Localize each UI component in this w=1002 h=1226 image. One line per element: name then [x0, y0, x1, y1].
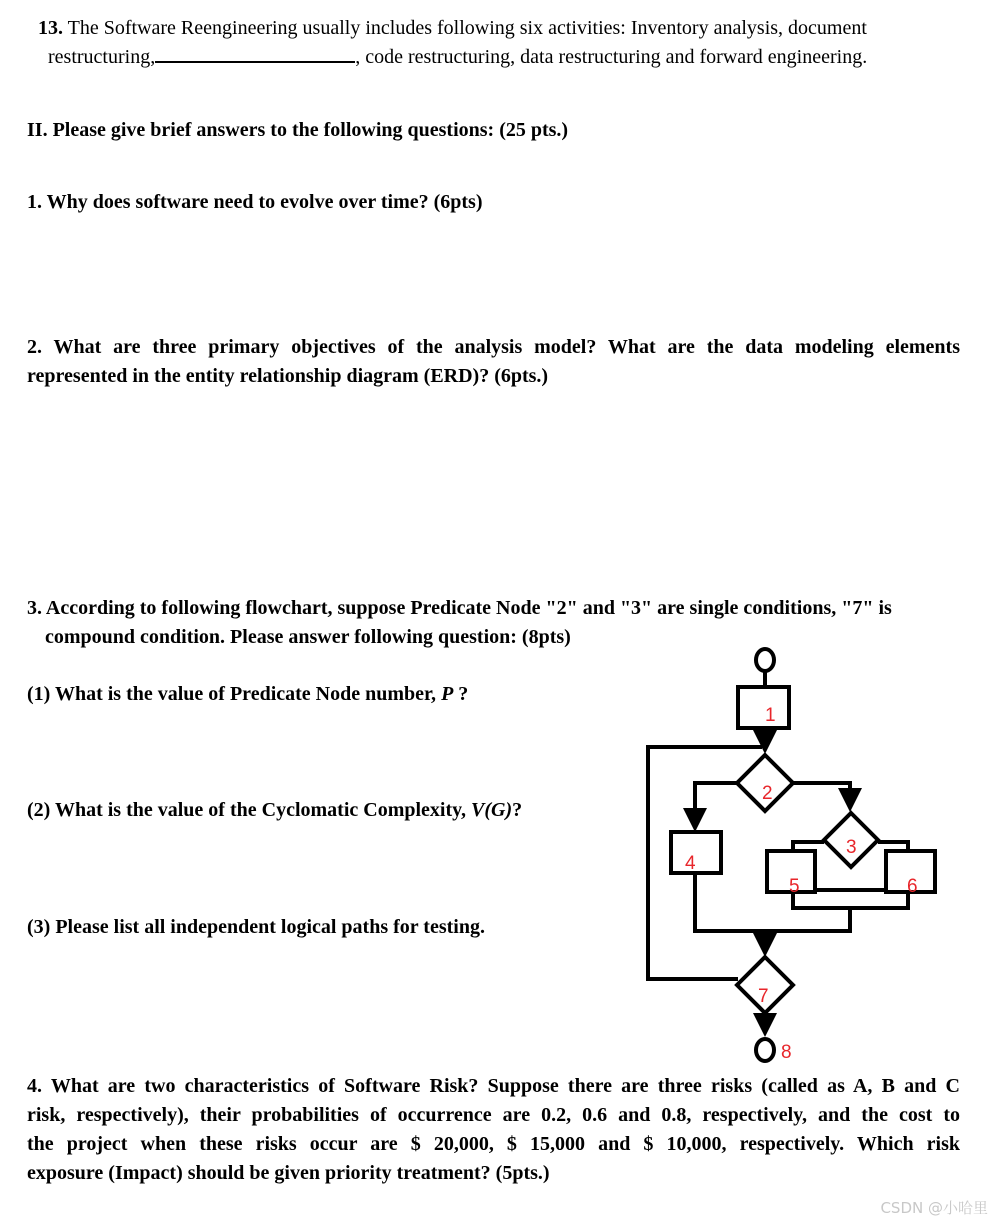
end-node — [756, 1039, 774, 1061]
sub1-var: P — [441, 683, 454, 705]
node-label-2: 2 — [762, 783, 773, 804]
watermark: CSDN @小哈里 — [880, 1199, 988, 1217]
node-label-1: 1 — [765, 705, 776, 726]
sub2-end: ? — [512, 799, 523, 821]
q13-text-a: restructuring, — [48, 46, 156, 68]
question-4-line3: the project when these risks occur are $ 20,000, $ 15,000 and $ 10,000, respectively. Which risk — [27, 1133, 960, 1155]
q13-text-b: , code restructuring, data restructuring and forward engineering. — [355, 46, 868, 68]
question-1: 1. Why does software need to evolve over time? (6pts) — [27, 191, 483, 213]
node-1-box — [738, 687, 789, 728]
node-label-7: 7 — [758, 986, 769, 1007]
start-node — [756, 649, 774, 671]
node-4-box — [671, 832, 721, 873]
node-label-3: 3 — [846, 837, 857, 858]
question-4-line4: exposure (Impact) should be given priority treatment? (5pts.) — [27, 1162, 550, 1184]
node-label-8: 8 — [781, 1042, 792, 1063]
question-2-line2: represented in the entity relationship diagram (ERD)? (6pts.) — [27, 365, 549, 387]
sub2-text: (2) What is the value of the Cyclomatic Complexity, — [27, 799, 472, 821]
sub2-var: V(G) — [471, 799, 513, 821]
node-label-6: 6 — [907, 876, 918, 897]
section-heading: II. Please give brief answers to the following questions: (25 pts.) — [27, 119, 569, 141]
sub1-end: ? — [453, 683, 469, 705]
question-3-line1: 3. According to following flowchart, suppose Predicate Node "2" and "3" are single conditions, "7" is — [27, 597, 892, 619]
sub1-text: (1) What is the value of Predicate Node number, — [27, 683, 442, 705]
question-3-line2: compound condition. Please answer following question: (8pts) — [45, 626, 571, 648]
question-2-line1: 2. What are three primary objectives of the analysis model? What are the data modeling elements — [27, 336, 960, 358]
question-3-sub3: (3) Please list all independent logical paths for testing. — [27, 916, 485, 938]
q13-text: The Software Reengineering usually includes following six activities: Inventory analysis, document — [63, 17, 867, 39]
question-4-line1: 4. What are two characteristics of Software Risk? Suppose there are three risks (called as A, B and C — [27, 1075, 960, 1097]
q13-number: 13. — [38, 17, 63, 39]
question-4-line2: risk, respectively), their probabilities of occurrence are 0.2, 0.6 and 0.8, respectively, and the cost to — [27, 1104, 960, 1126]
node-label-4: 4 — [685, 853, 696, 874]
node-label-5: 5 — [789, 876, 800, 897]
